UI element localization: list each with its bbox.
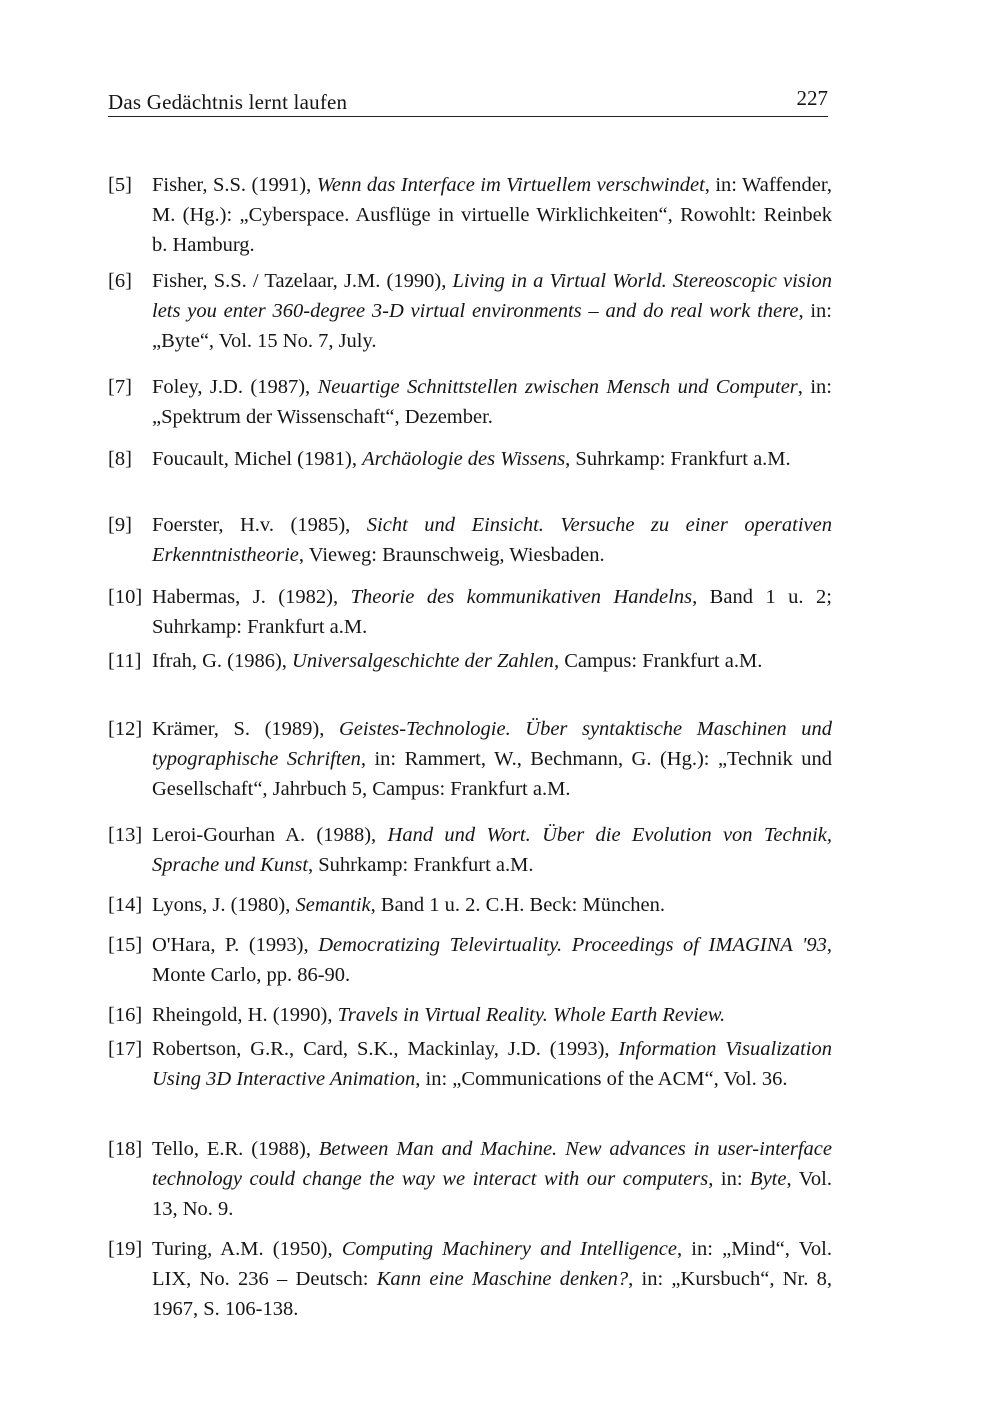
header-title: Das Gedächtnis lernt laufen — [108, 90, 348, 114]
reference-segment: , Campus: Frankfurt a.M. — [553, 650, 763, 672]
reference-segment: , Monte Carlo, pp. 86-90. — [152, 934, 832, 986]
reference-segment: , Suhrkamp: Frankfurt a.M. — [308, 854, 534, 876]
reference-segment: Rheingold, H. (1990), — [152, 1004, 338, 1026]
reference-number: [8] — [108, 448, 132, 470]
reference-number: [16] — [108, 1004, 143, 1026]
reference-segment: Krämer, S. (1989), — [152, 718, 339, 740]
reference-segment: Tello, E.R. (1988), — [152, 1138, 319, 1160]
reference-segment: , in: — [708, 1168, 751, 1190]
reference-segment: , in: Waffender, M. (Hg.): „Cyberspace. Ausflüge in virtuelle Wirklichkeiten“, Rowohlt: Reinbek b. Hamburg. — [152, 174, 832, 256]
reference-title: Hand und Wort. Über die Evolution von Technik, Sprache und Kunst — [152, 824, 833, 876]
reference-number: [5] — [108, 174, 132, 196]
reference-text — [152, 170, 832, 260]
reference-number: [7] — [108, 376, 132, 398]
reference-title: Theorie des kommunikativen Handelns — [350, 586, 693, 608]
reference-number: [15] — [108, 934, 143, 956]
reference-segment: , Band 1 u. 2. C.H. Beck: München. — [370, 894, 666, 916]
reference-text — [152, 646, 832, 676]
reference-number: [10] — [108, 586, 143, 608]
reference-segment: , in: „Communications of the ACM“, Vol. 36. — [415, 1068, 788, 1090]
reference-segment: Ifrah, G. (1986), — [152, 650, 293, 672]
reference-text — [152, 582, 832, 642]
reference-segment: Turing, A.M. (1950), — [152, 1238, 342, 1260]
reference-segment: , Band 1 u. 2; Suhrkamp: Frankfurt a.M. — [152, 586, 832, 638]
reference-segment: Foerster, H.v. (1985), — [152, 514, 367, 536]
reference-number: [9] — [108, 514, 132, 536]
reference-segment: Foucault, Michel (1981), — [152, 448, 363, 470]
reference-segment: , in: „Spektrum der Wissenschaft“, Dezember. — [152, 376, 832, 428]
reference-segment: , in: „Byte“, Vol. 15 No. 7, July. — [152, 300, 832, 352]
reference-segment: Foley, J.D. (1987), — [152, 376, 318, 398]
reference-text — [152, 372, 832, 432]
reference-number: [6] — [108, 270, 132, 292]
reference-segment: Fisher, S.S. (1991), — [152, 174, 317, 196]
reference-title: Geistes-Technologie. Über syntaktische Maschinen und typographische Schriften — [152, 718, 832, 770]
reference-number: [17] — [108, 1038, 143, 1060]
reference-number: [11] — [108, 650, 142, 672]
reference-segment: Leroi-Gourhan A. (1988), — [152, 824, 388, 846]
reference-text — [152, 1134, 832, 1224]
reference-segment: , Vieweg: Braunschweig, Wiesbaden. — [298, 544, 605, 566]
reference-title: Byte — [750, 1168, 787, 1190]
reference-number: [14] — [108, 894, 143, 916]
reference-number: [12] — [108, 718, 143, 740]
reference-segment: , Vol. 13, No. 9. — [152, 1168, 832, 1220]
running-header — [108, 86, 828, 117]
reference-text — [152, 1034, 832, 1094]
reference-title: Kann eine Maschine denken? — [376, 1268, 629, 1290]
reference-segment: , in: Rammert, W., Bechmann, G. (Hg.): „Technik und Gesellschaft“, Jahrbuch 5, Campus: Frankfurt a.M. — [152, 748, 833, 800]
reference-title: Semantik — [295, 894, 371, 916]
reference-number: [13] — [108, 824, 143, 846]
reference-title: Computing Machinery and Intelligence — [341, 1238, 677, 1260]
reference-text — [152, 444, 832, 474]
reference-number: [19] — [108, 1238, 143, 1260]
reference-text — [152, 930, 832, 990]
reference-title: Between Man and Machine. New advances in user-interface technology could change the way we interact with our computers — [152, 1138, 832, 1190]
reference-text — [152, 890, 832, 920]
reference-text — [152, 714, 832, 804]
reference-text — [152, 1234, 832, 1324]
reference-title: Neuartige Schnittstellen zwischen Mensch und Computer — [317, 376, 798, 398]
reference-text — [152, 266, 832, 356]
reference-title: Living in a Virtual World. Stereoscopic vision lets you enter 360-degree 3-D virtual environments – and do real work there — [152, 270, 832, 322]
reference-segment: Habermas, J. (1982), — [152, 586, 351, 608]
reference-title: Universalgeschichte der Zahlen — [292, 650, 554, 672]
reference-title: Archäologie des Wissens — [362, 448, 566, 470]
reference-segment: Fisher, S.S. / Tazelaar, J.M. (1990), — [152, 270, 453, 292]
reference-title: Wenn das Interface im Virtuellem verschwindet — [316, 174, 705, 196]
reference-title: Travels in Virtual Reality. Whole Earth Review. — [337, 1004, 726, 1026]
reference-text — [152, 820, 832, 880]
reference-segment: Lyons, J. (1980), — [152, 894, 296, 916]
reference-segment: O'Hara, P. (1993), — [152, 934, 319, 956]
reference-number: [18] — [108, 1138, 143, 1160]
reference-segment: , Suhrkamp: Frankfurt a.M. — [565, 448, 791, 470]
page-number: 227 — [796, 86, 828, 110]
reference-title: Information Visualization Using 3D Interactive Animation — [152, 1038, 832, 1090]
reference-segment: Robertson, G.R., Card, S.K., Mackinlay, J.D. (1993), — [152, 1038, 619, 1060]
reference-title: Sicht und Einsicht. Versuche zu einer operativen Erkenntnistheorie — [152, 514, 832, 566]
reference-segment: , in: „Mind“, Vol. LIX, No. 236 – Deutsch: — [152, 1238, 832, 1290]
reference-text — [152, 510, 832, 570]
reference-segment: , in: „Kursbuch“, Nr. 8, 1967, S. 106-138. — [152, 1268, 832, 1320]
reference-title: Democratizing Televirtuality. Proceedings of IMAGINA '93 — [318, 934, 827, 956]
reference-text — [152, 1000, 832, 1030]
